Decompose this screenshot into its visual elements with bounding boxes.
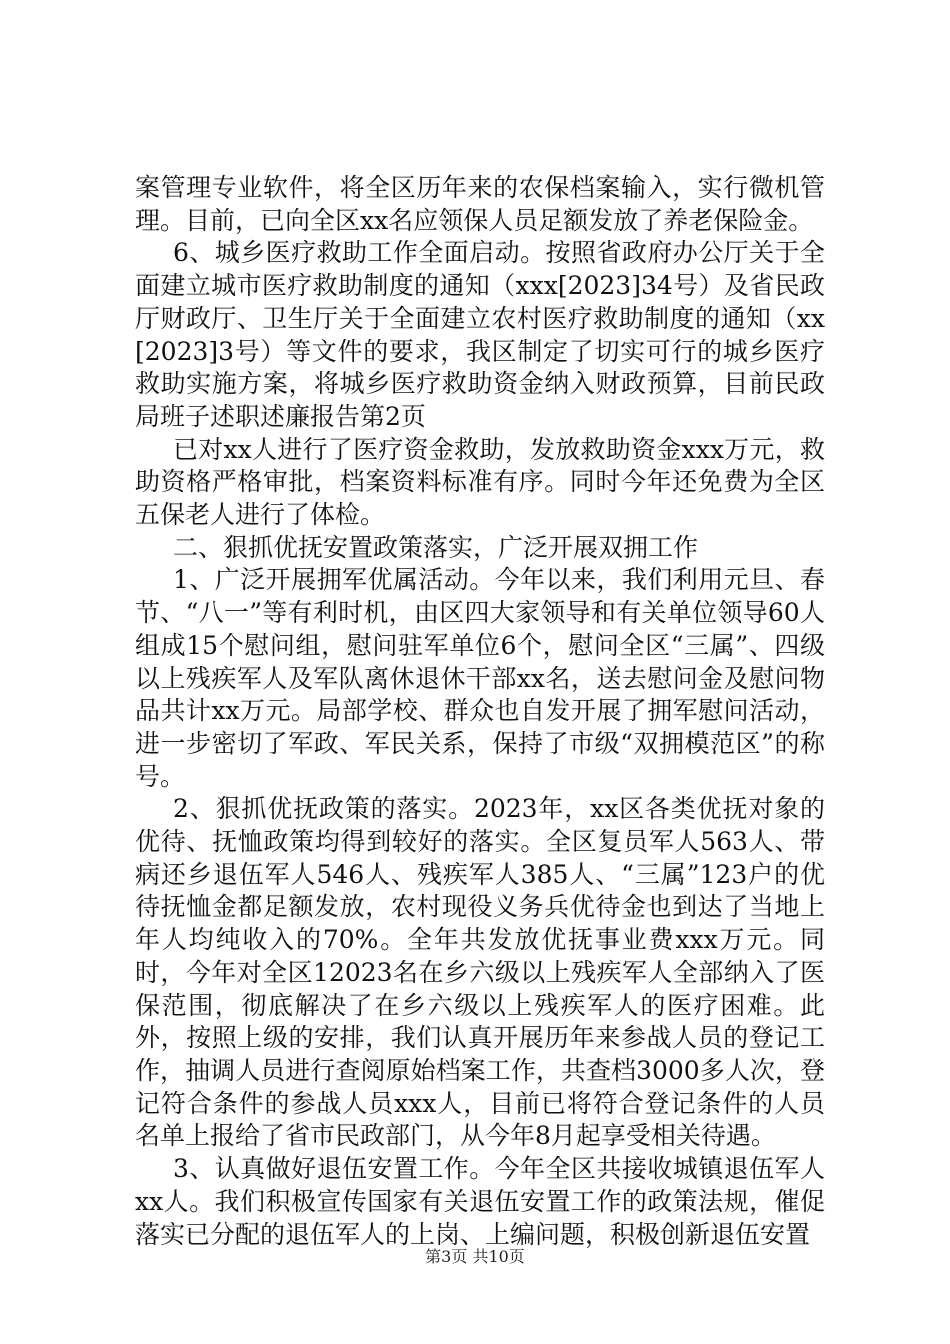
page-footer: 第3页 共10页 xyxy=(425,1247,525,1266)
paragraph-medical-aid: 6、城乡医疗救助工作全面启动。按照省政府办公厅关于全面建立城市医疗救助制度的通知（xxx[2023]34号）及省民政厅财政厅、卫生厅关于全面建立农村医疗救助制度的通知（xx[2023]3号）等文件的要求，我区制定了切实可行的城乡医疗救助实施方案，将城乡医疗救助资金纳入财政预算，目前民政局班子述职述廉报告第2页 xyxy=(135,238,825,431)
paragraph-army-support: 1、广泛开展拥军优属活动。今年以来，我们利用元旦、春节、“八一”等有利时机，由区四大家领导和有关单位领导60人组成15个慰问组，慰问驻军单位6个，慰问全区“三属”、四级以上残疾军人及军队离休退休干部xx名，送去慰问金及慰问物品共计xx万元。局部学校、群众也自发开展了拥军慰问活动，进一步密切了军政、军民关系，保持了市级“双拥模范区”的称号。 xyxy=(135,565,825,791)
paragraph-resettlement: 3、认真做好退伍安置工作。今年全区共接收城镇退伍军人xx人。我们积极宣传国家有关退伍安置工作的政策法规，催促落实已分配的退伍军人的上岗、上编问题，积极创新退伍安置 xyxy=(135,1154,825,1249)
section-heading: 二、狠抓优抚安置政策落实，广泛开展双拥工作 xyxy=(173,532,699,562)
document-body xyxy=(135,172,825,1251)
paragraph-aid-results: 已对xx人进行了医疗资金救助，发放救助资金xxx万元，救助资格严格审批，档案资料标准有序。同时今年还免费为全区五保老人进行了体检。 xyxy=(135,434,825,530)
paragraph-continuation: 案管理专业软件，将全区历年来的农保档案输入，实行微机管理。目前，已向全区xx名应领保人员足额发放了养老保险金。 xyxy=(135,173,825,235)
paragraph-policy-implementation: 2、狠抓优抚政策的落实。2023年，xx区各类优抚对象的优待、抚恤政策均得到较好的落实。全区复员军人563人、带病还乡退伍军人546人、残疾军人385人、“三属”123户的优待抚恤金都足额发放，农村现役义务兵优待金也到达了当地上年人均纯收入的70%。全年共发放优抚事业费xxx万元。同时，今年对全区12023名在乡六级以上残疾军人全部纳入了医保范围，彻底解决了在乡六级以上残疾军人的医疗困难。此外，按照上级的安排，我们认真开展历年来参战人员的登记工作，抽调人员进行查阅原始档案工作，共查档3000多人次，登记符合条件的参战人员xxx人，目前已将符合登记条件的人员名单上报给了省市民政部门，从今年8月起享受相关待遇。 xyxy=(135,794,825,1151)
